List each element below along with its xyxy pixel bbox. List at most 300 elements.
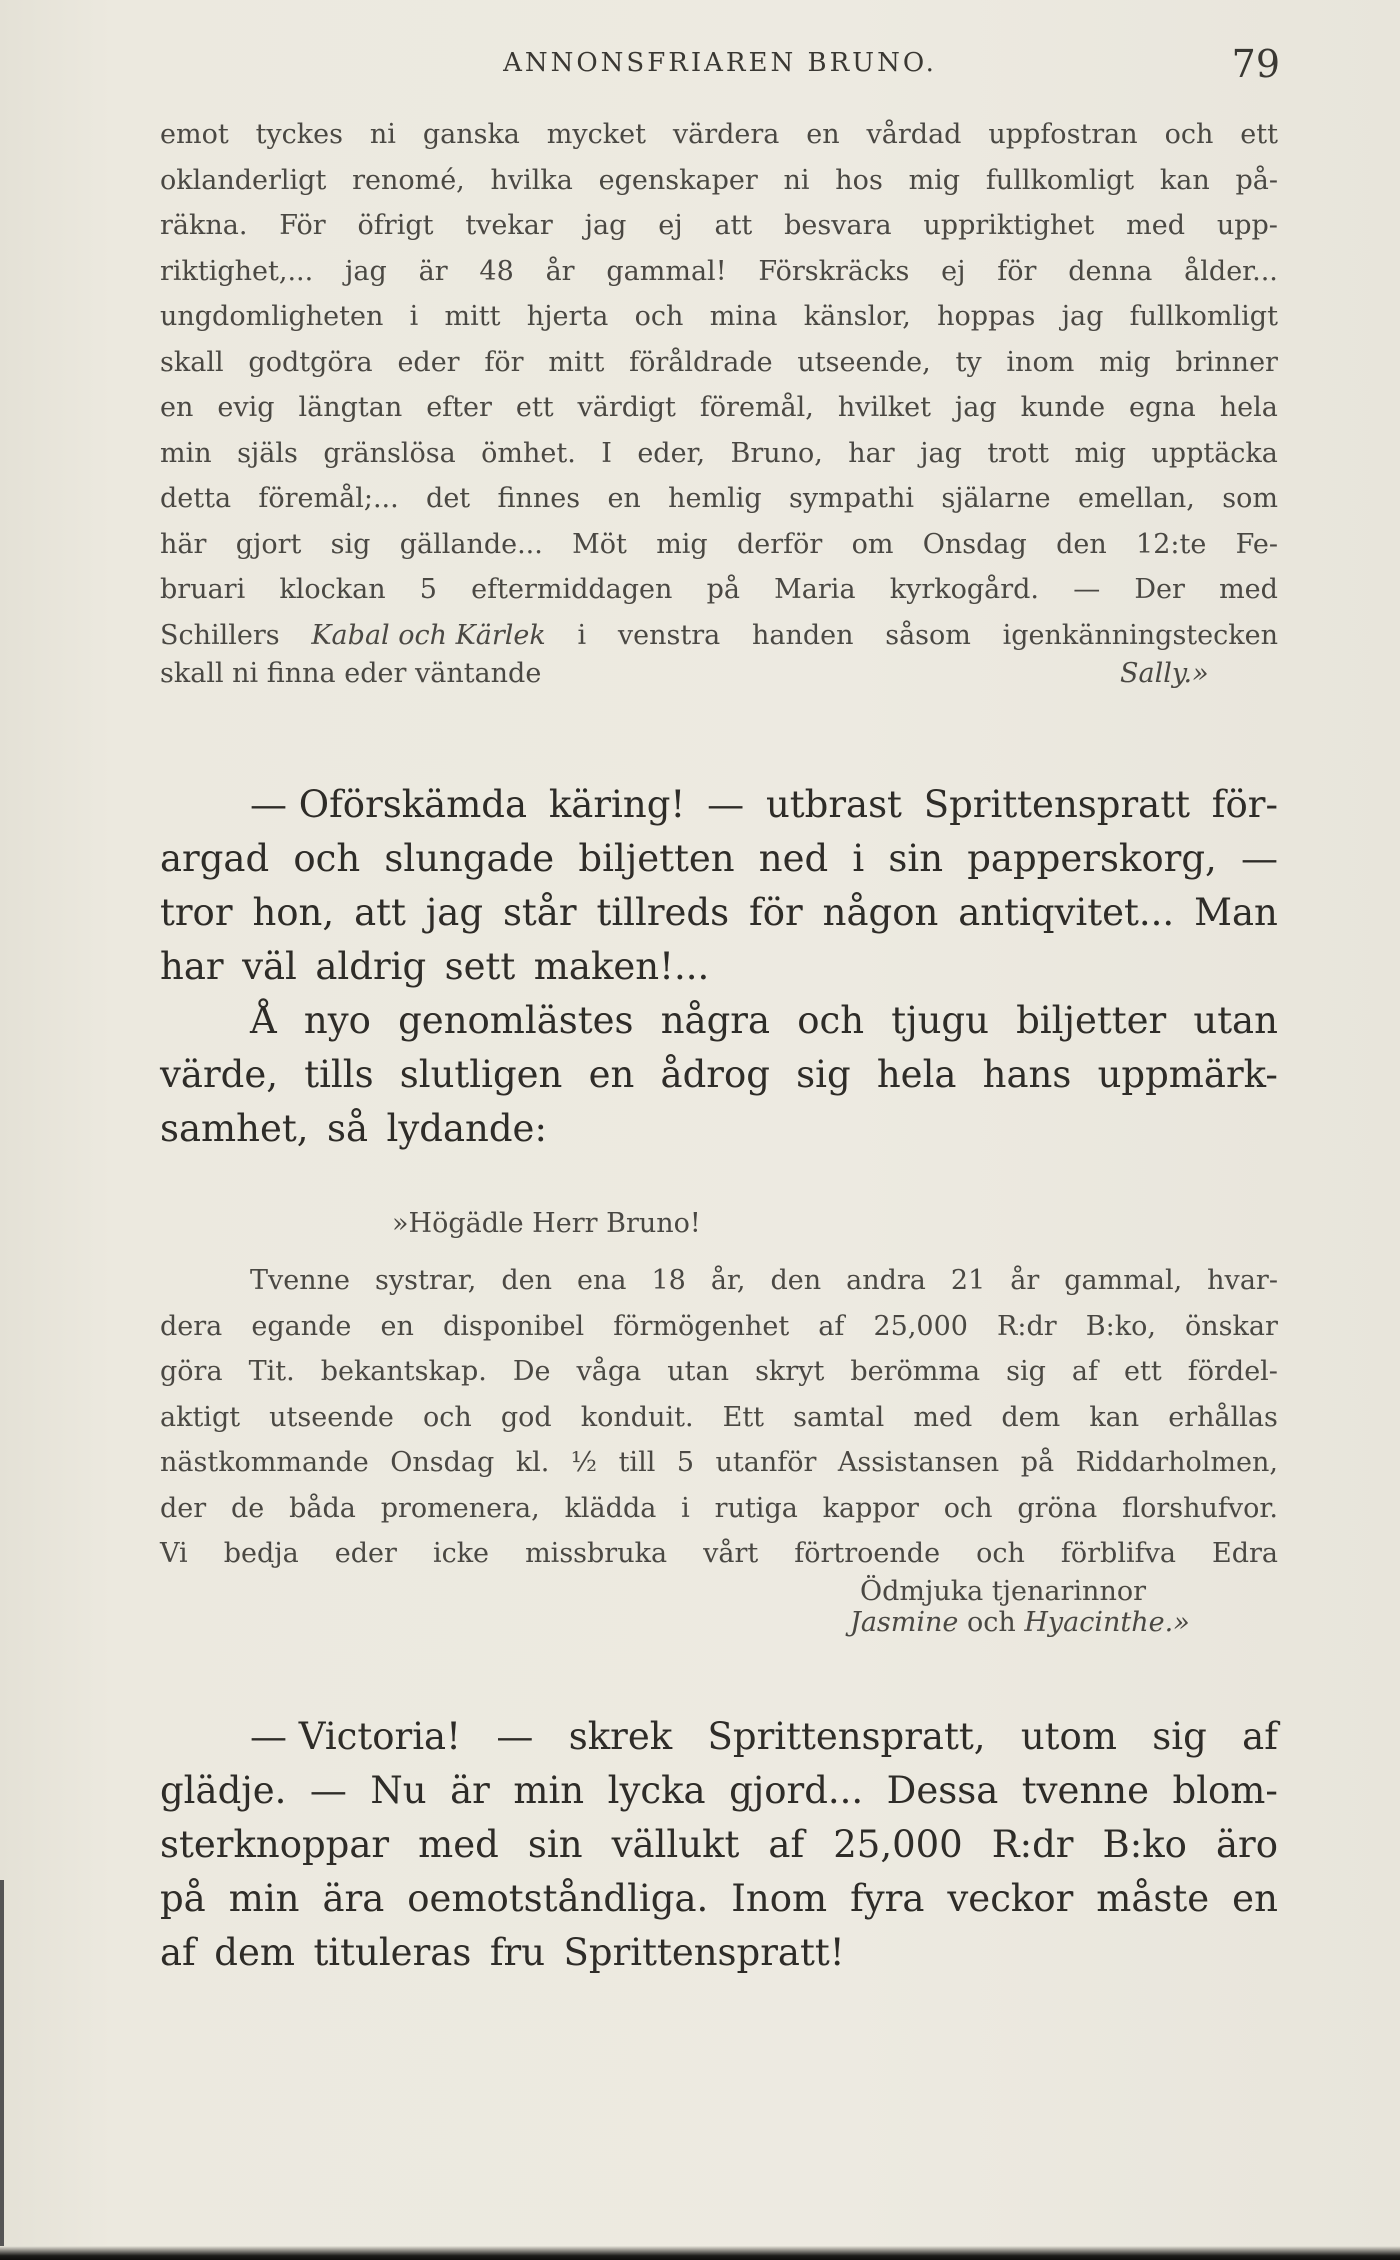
- word: 25,000: [833, 1823, 963, 1866]
- word: ganska: [422, 119, 520, 150]
- word: aldrig: [315, 945, 427, 988]
- word: detta: [160, 483, 232, 514]
- word: Der: [1134, 574, 1185, 605]
- word: egenskaper: [598, 164, 758, 196]
- word: att: [714, 210, 753, 241]
- word: att: [354, 891, 406, 934]
- word: af: [1242, 1715, 1278, 1758]
- word: år,: [710, 1265, 746, 1296]
- word: efter: [426, 392, 492, 423]
- word: biljetter: [1016, 999, 1167, 1042]
- text-line: [160, 1395, 1278, 1441]
- word: gjort: [235, 528, 302, 560]
- signature-jasmine: Jasmine: [850, 1607, 959, 1638]
- word: glädje.: [160, 1769, 287, 1812]
- word: I: [601, 437, 612, 469]
- word: ni: [783, 164, 810, 196]
- word: önskar: [1185, 1310, 1278, 1342]
- word: ett: [1124, 1356, 1162, 1387]
- word: måste: [1096, 1877, 1210, 1920]
- letter-sally-closing-line: skall ni finna eder väntande: [160, 658, 542, 689]
- word: i: [577, 619, 587, 651]
- word: samtal: [793, 1401, 885, 1433]
- word: gällande...: [399, 528, 543, 560]
- word: våga: [576, 1356, 642, 1387]
- word: R:dr: [991, 1823, 1074, 1866]
- word: der: [160, 1492, 207, 1524]
- word: för: [749, 891, 803, 934]
- word: bedja: [223, 1538, 299, 1569]
- word: en: [588, 1053, 635, 1096]
- text-line: [160, 385, 1278, 431]
- word: af: [818, 1310, 845, 1342]
- word: med: [1219, 574, 1278, 605]
- word: ty: [955, 346, 982, 378]
- word: väl: [242, 945, 297, 988]
- text-line: [160, 476, 1278, 522]
- letter-sisters-salutation-wrap: [160, 1208, 1278, 1239]
- letter-sisters-closing: [160, 1576, 1278, 1638]
- word: ära: [322, 1877, 385, 1920]
- word: mig: [908, 164, 961, 196]
- word: hos: [835, 164, 883, 196]
- letter-sally: [160, 112, 1278, 658]
- page-header: [160, 42, 1280, 88]
- word: på: [160, 1877, 206, 1920]
- narrative-section-1: [160, 778, 1278, 1156]
- word: tjugu: [891, 999, 989, 1042]
- word: om: [851, 528, 894, 560]
- text-line: [160, 522, 1278, 568]
- text-line: [160, 1048, 1278, 1102]
- word: hon,: [252, 891, 335, 934]
- word: slutligen: [399, 1053, 563, 1096]
- word: kyrkogård.: [889, 574, 1040, 605]
- word: och: [422, 1401, 472, 1433]
- word: kappor: [822, 1492, 919, 1524]
- word: R:dr: [997, 1310, 1057, 1342]
- word: maken!...: [533, 945, 710, 988]
- word: på: [1020, 1447, 1055, 1478]
- word: själarne: [941, 483, 1051, 514]
- word: tyckes: [255, 119, 343, 150]
- word: upp-: [1216, 210, 1278, 241]
- word: sig: [1152, 1715, 1207, 1758]
- word: ålder...: [1184, 255, 1278, 287]
- word: icke: [432, 1538, 490, 1569]
- word: jag: [920, 437, 962, 469]
- word: Vi: [160, 1538, 188, 1569]
- word: — Victoria!: [250, 1715, 461, 1758]
- word: emot: [160, 119, 229, 150]
- word: uppfostran: [988, 119, 1138, 150]
- word: Förskräcks: [758, 255, 910, 287]
- word: gränslösa: [323, 437, 456, 469]
- word: missbruka: [525, 1538, 668, 1569]
- word: denna: [1068, 255, 1153, 287]
- word: kunde: [1020, 392, 1106, 423]
- word: veckor: [947, 1877, 1074, 1920]
- word: gjord...: [729, 1769, 864, 1812]
- word: uppriktighet: [923, 210, 1095, 241]
- word: bekantskap.: [320, 1356, 487, 1387]
- word: florshufvor.: [1122, 1492, 1278, 1524]
- word: För: [279, 210, 326, 241]
- word: räkna.: [160, 210, 248, 241]
- word: lydande:: [386, 1107, 547, 1150]
- word: 12:te: [1136, 528, 1207, 560]
- word: står: [502, 891, 577, 934]
- text-line: [160, 994, 1278, 1048]
- word: ett: [1240, 119, 1278, 150]
- word: utseende,: [797, 346, 931, 378]
- page-bottom-edge: [0, 2246, 1400, 2260]
- word: sin: [527, 1823, 583, 1866]
- text-line: [160, 1349, 1278, 1395]
- word: Bruno,: [730, 437, 823, 469]
- word: ned: [758, 837, 829, 880]
- word: samhet,: [160, 1107, 309, 1150]
- page-number: 79: [1231, 42, 1280, 86]
- word: fullkomligt: [985, 164, 1135, 196]
- text-line: [160, 613, 1278, 659]
- word: Onsdag: [390, 1447, 495, 1478]
- running-head: ANNONSFRIAREN BRUNO.: [503, 48, 937, 78]
- text-line: [160, 1304, 1278, 1350]
- word: inom: [1006, 346, 1075, 378]
- word: och: [634, 301, 684, 332]
- word: för: [484, 346, 524, 378]
- word: och: [943, 1492, 993, 1524]
- text-line: [160, 249, 1278, 295]
- word: biljetten: [578, 837, 735, 880]
- word: ena: [577, 1265, 627, 1296]
- word: ungdomligheten: [160, 301, 384, 332]
- word: gröna: [1017, 1492, 1098, 1524]
- word: Tit.: [248, 1356, 295, 1387]
- word: berömma: [850, 1356, 981, 1387]
- word: De: [512, 1356, 551, 1387]
- word: med: [913, 1401, 973, 1433]
- word: i: [681, 1492, 690, 1524]
- word: ej: [658, 210, 683, 241]
- word: andra: [846, 1265, 926, 1296]
- letter-sisters-signatures: [160, 1607, 1278, 1638]
- word: promenera,: [380, 1492, 540, 1524]
- word: föremål;...: [258, 483, 399, 514]
- word: utan: [1193, 999, 1278, 1042]
- word: fördel-: [1187, 1356, 1278, 1387]
- word: B:ko: [1102, 1823, 1187, 1866]
- text-line: [160, 778, 1278, 832]
- word: —: [1073, 574, 1101, 605]
- word: utom: [1020, 1715, 1117, 1758]
- word: mig: [656, 528, 708, 560]
- word: bruari: [160, 574, 246, 605]
- word: skrek: [568, 1715, 673, 1758]
- word: mitt: [548, 346, 605, 378]
- word: tvenne: [1021, 1769, 1150, 1812]
- word: Sprittenspratt,: [707, 1715, 986, 1758]
- word: den: [1056, 528, 1107, 560]
- word: egande: [251, 1310, 352, 1342]
- word: Edra: [1212, 1538, 1278, 1569]
- text-line: [160, 1486, 1278, 1532]
- word: emellan,: [1077, 483, 1195, 514]
- word: är: [450, 1769, 490, 1812]
- word: dem: [214, 1931, 295, 1974]
- signature-hyacinthe: Hyacinthe.»: [1024, 1607, 1190, 1638]
- word: en: [1232, 1877, 1278, 1920]
- word: derför: [737, 528, 823, 560]
- word: föråldrade: [629, 346, 773, 378]
- word: kl.: [515, 1447, 550, 1478]
- word: år: [1010, 1265, 1040, 1296]
- word: erhållas: [1168, 1401, 1278, 1433]
- word: förtroende: [794, 1538, 941, 1569]
- word: igenkänningstecken: [1002, 619, 1278, 651]
- word: på-: [1235, 164, 1278, 196]
- word: mig: [1074, 437, 1126, 469]
- word: någon: [822, 891, 939, 934]
- word: jag: [1061, 301, 1104, 332]
- word: den: [501, 1265, 552, 1296]
- text-line: [160, 1102, 1278, 1156]
- word: Riddarholmen,: [1075, 1447, 1278, 1478]
- word: hela: [1219, 392, 1278, 423]
- word: 5: [419, 574, 437, 605]
- word: B:ko,: [1085, 1310, 1156, 1342]
- word: med: [1126, 210, 1185, 241]
- word: hvar-: [1207, 1265, 1278, 1296]
- word: mig: [1099, 346, 1151, 378]
- word: hoppas: [937, 301, 1036, 332]
- word: äro: [1215, 1823, 1278, 1866]
- word: Dessa: [886, 1769, 999, 1812]
- word: utan: [667, 1356, 730, 1387]
- letter-sisters-salutation: »Högädle Herr Bruno!: [392, 1208, 701, 1239]
- word: oklanderligt: [160, 164, 327, 196]
- word: min: [513, 1769, 585, 1812]
- text-line: [160, 203, 1278, 249]
- word: brinner: [1175, 346, 1278, 378]
- word: gammal,: [1064, 1265, 1183, 1296]
- word: käring!: [548, 783, 686, 826]
- word: papperskorg,: [967, 837, 1217, 880]
- word: värdera: [672, 119, 780, 150]
- word: Onsdag: [922, 528, 1027, 560]
- word: ett: [515, 392, 554, 423]
- word: sin: [888, 837, 944, 880]
- word: 18: [651, 1265, 686, 1296]
- word: rutiga: [714, 1492, 798, 1524]
- word: en: [160, 392, 194, 423]
- word: i: [409, 301, 419, 332]
- text-line: [160, 1440, 1278, 1486]
- word: genomlästes: [398, 999, 634, 1042]
- text-line: [160, 1818, 1278, 1872]
- word: ej: [941, 255, 966, 287]
- word: med: [418, 1823, 499, 1866]
- word: —: [707, 783, 745, 826]
- word: upptäcka: [1151, 437, 1278, 469]
- text-line: [160, 1872, 1278, 1926]
- word: värde,: [160, 1053, 278, 1096]
- word: hemlig: [668, 483, 762, 514]
- word: eder: [397, 346, 460, 378]
- word: lycka: [607, 1769, 706, 1812]
- word: och: [797, 999, 865, 1042]
- word: Assistansen: [837, 1447, 1000, 1478]
- word: 48: [479, 255, 514, 287]
- word: hela: [876, 1053, 957, 1096]
- text-line: [160, 1531, 1278, 1577]
- word: handen: [751, 619, 854, 651]
- word: venstra: [617, 619, 721, 651]
- text-line: [160, 1764, 1278, 1818]
- word: 21: [950, 1265, 986, 1296]
- word: disponibel: [442, 1310, 585, 1342]
- word: sig: [1006, 1356, 1046, 1387]
- word: Fe-: [1235, 528, 1278, 560]
- word: egna: [1129, 392, 1196, 423]
- word: aktigt: [160, 1401, 241, 1433]
- word: eder: [334, 1538, 397, 1569]
- word: hvilka: [490, 164, 573, 196]
- word: år: [545, 255, 575, 287]
- word: ömhet.: [481, 437, 576, 469]
- word: så: [327, 1107, 369, 1150]
- word: har: [848, 437, 895, 469]
- word: till: [618, 1447, 656, 1478]
- letter-sisters-closing-line: Ödmjuka tjenarinnor: [860, 1576, 1146, 1607]
- word: oemotståndliga.: [407, 1877, 709, 1920]
- word: är: [418, 255, 448, 287]
- word: systrar,: [375, 1265, 477, 1296]
- word: klockan: [279, 574, 386, 605]
- word: själs: [237, 437, 298, 469]
- word: och: [293, 837, 361, 880]
- word: tror: [160, 891, 233, 934]
- word: och: [1164, 119, 1214, 150]
- word: eftermiddagen: [471, 574, 673, 605]
- word: tills: [304, 1053, 374, 1096]
- word: tillreds: [596, 891, 730, 934]
- word: utbrast: [765, 783, 902, 826]
- word: sig: [796, 1053, 851, 1096]
- word: hjerta: [526, 301, 609, 332]
- word: Möt: [572, 528, 627, 560]
- letter-sally-signature: Sally.»: [1120, 658, 1209, 689]
- word: besvara: [784, 210, 892, 241]
- word: jag: [425, 891, 484, 934]
- word: slungade: [384, 837, 555, 880]
- word: vällukt: [611, 1823, 740, 1866]
- word: klädda: [564, 1492, 657, 1524]
- word: blom-: [1172, 1769, 1278, 1812]
- word: en: [806, 119, 840, 150]
- word: nästkommande: [160, 1447, 369, 1478]
- word: uppmärk-: [1097, 1053, 1278, 1096]
- word: Tvenne: [250, 1265, 350, 1296]
- word: af: [1071, 1356, 1098, 1387]
- word: Maria: [774, 574, 856, 605]
- word: utseende: [269, 1401, 394, 1433]
- page-edge-shadow: [0, 1880, 4, 2260]
- word: fru: [489, 1931, 546, 1974]
- word: värdigt: [577, 392, 676, 423]
- word: trott: [987, 437, 1050, 469]
- word: —: [496, 1715, 534, 1758]
- text-line: [160, 431, 1278, 477]
- word: god: [500, 1401, 552, 1433]
- word: nyo: [303, 999, 371, 1042]
- word: den: [770, 1265, 822, 1296]
- narrative-section-2: [160, 1710, 1278, 1980]
- word: Inom: [731, 1877, 828, 1920]
- word: Kabal och Kärlek: [311, 619, 546, 651]
- word: en: [607, 483, 641, 514]
- word: —: [309, 1769, 347, 1812]
- word: sterknoppar: [160, 1823, 390, 1866]
- word: godtgöra: [248, 346, 373, 378]
- word: hvilket: [837, 392, 931, 423]
- word: de: [231, 1492, 265, 1524]
- word: har: [160, 945, 224, 988]
- word: mycket: [546, 119, 646, 150]
- text-line: [160, 567, 1278, 613]
- word: ni: [369, 119, 396, 150]
- word: Å: [250, 999, 277, 1042]
- word: evig: [217, 392, 275, 423]
- word: Man: [1194, 891, 1278, 934]
- word: för: [997, 255, 1037, 287]
- word: 25,000: [873, 1310, 968, 1342]
- word: sett: [444, 945, 516, 988]
- word: ½: [570, 1447, 598, 1478]
- word: dem: [1001, 1401, 1061, 1433]
- text-line: [160, 158, 1278, 204]
- word: eder,: [637, 437, 706, 469]
- word: riktighet,...: [160, 255, 314, 287]
- word: konduit.: [580, 1401, 694, 1433]
- word: sig: [330, 528, 371, 560]
- word: —: [1240, 837, 1278, 880]
- word: fyra: [850, 1877, 925, 1920]
- text-line: [160, 886, 1278, 940]
- word: utanför: [715, 1447, 817, 1478]
- word: för-: [1211, 783, 1278, 826]
- word: såsom: [885, 619, 971, 651]
- text-line: [160, 294, 1278, 340]
- word: Sprittenspratt: [923, 783, 1190, 826]
- word: mitt: [444, 301, 501, 332]
- text-line: [160, 1710, 1278, 1764]
- word: renomé,: [352, 164, 465, 196]
- word: — Oförskämda: [250, 783, 528, 826]
- word: öfrigt: [357, 210, 434, 241]
- word: och: [976, 1538, 1025, 1569]
- word: det: [426, 483, 471, 514]
- text-line: [160, 1926, 1278, 1980]
- word: argad: [160, 837, 270, 880]
- word: hans: [982, 1053, 1072, 1096]
- word: i: [852, 837, 865, 880]
- word: mina: [709, 301, 778, 332]
- word: kan: [1089, 1401, 1140, 1433]
- word: båda: [289, 1492, 356, 1524]
- word: förblifva: [1060, 1538, 1176, 1569]
